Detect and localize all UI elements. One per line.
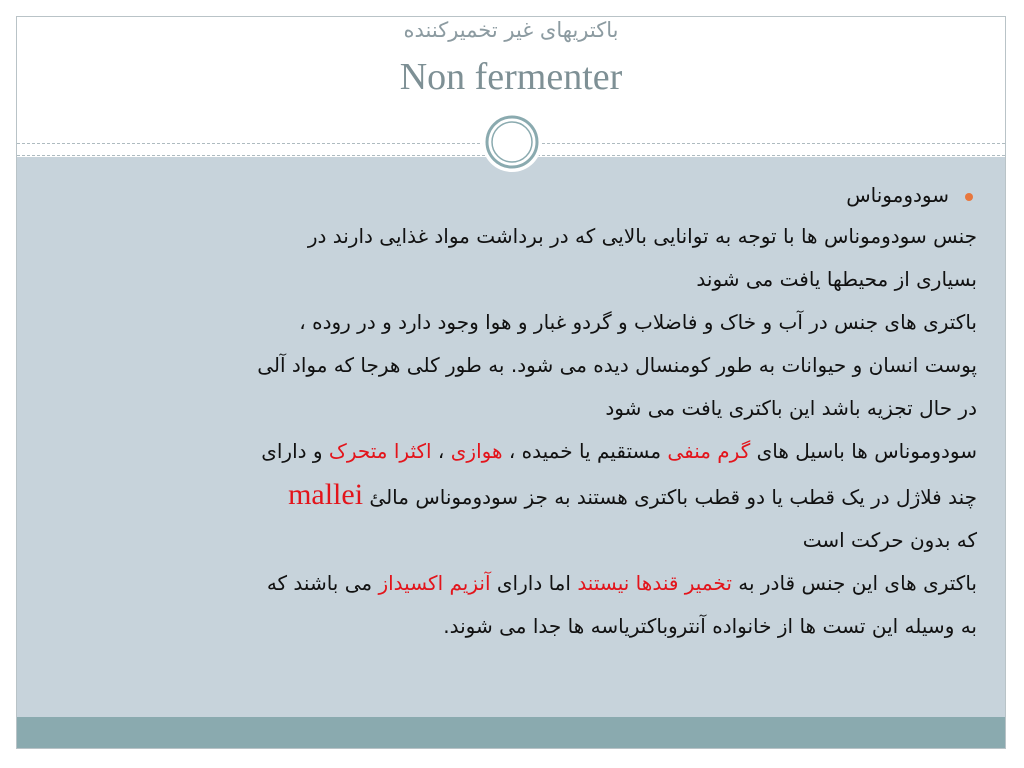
text-line-7 — [41, 473, 977, 519]
bullet-item — [41, 175, 977, 215]
slide — [16, 16, 1006, 749]
highlight-motile: اکثرا متحرک — [328, 439, 432, 463]
text-segment: چند فلاژل در یک قطب یا دو قطب باکتری هستند به جز سودوموناس مالئ — [363, 485, 977, 509]
text-line-1: جنس سودوموناس ها با توجه به توانایی بالایی که در برداشت مواد غذایی دارند در — [307, 224, 977, 248]
highlight-mallei: mallei — [288, 478, 364, 511]
text-line-3: باکتری های جنس در آب و خاک و فاضلاب و گردو غبار و هوا وجود دارد و در روده ، — [299, 310, 977, 334]
text-line-8: که بدون حرکت است — [802, 528, 977, 552]
bullet-text: سودوموناس — [846, 183, 949, 207]
text-line-10: به وسیله این تست ها از خانواده آنتروباکتریاسه ها جدا می شوند. — [443, 614, 977, 638]
round-bullet-icon — [965, 193, 973, 201]
highlight-aerobic: هوازی — [450, 439, 503, 463]
slide-body — [41, 175, 977, 648]
text-line-4: پوست انسان و حیوانات به طور کومنسال دیده می شود. به طور کلی هرجا که مواد آلی — [257, 353, 977, 377]
text-segment: و دارای — [261, 439, 329, 463]
text-segment: باکتری های این جنس قادر به — [731, 571, 977, 595]
text-segment: اما دارای — [490, 571, 578, 595]
text-line-5: در حال تجزیه باشد این باکتری یافت می شود — [605, 396, 977, 420]
text-line-9 — [41, 562, 977, 605]
highlight-oxidase: آنزیم اکسیداز — [378, 571, 491, 595]
text-segment: ، — [431, 439, 451, 463]
highlight-no-fermentation: تخمیر قندها نیستند — [577, 571, 732, 595]
double-ring-circle-icon — [481, 111, 543, 173]
text-segment: سودوموناس ها باسیل های — [750, 439, 977, 463]
title-persian: باکتریهای غیر تخمیرکننده — [403, 18, 619, 42]
text-line-6 — [41, 430, 977, 473]
highlight-gram-negative: گرم منفی — [667, 439, 751, 463]
text-segment: مستقیم یا خمیده ، — [502, 439, 668, 463]
title-english: Non fermenter — [399, 56, 623, 98]
text-line-2: بسیاری از محیطها یافت می شوند — [696, 267, 977, 291]
text-segment: می باشند که — [266, 571, 379, 595]
footer-band — [17, 717, 1005, 749]
